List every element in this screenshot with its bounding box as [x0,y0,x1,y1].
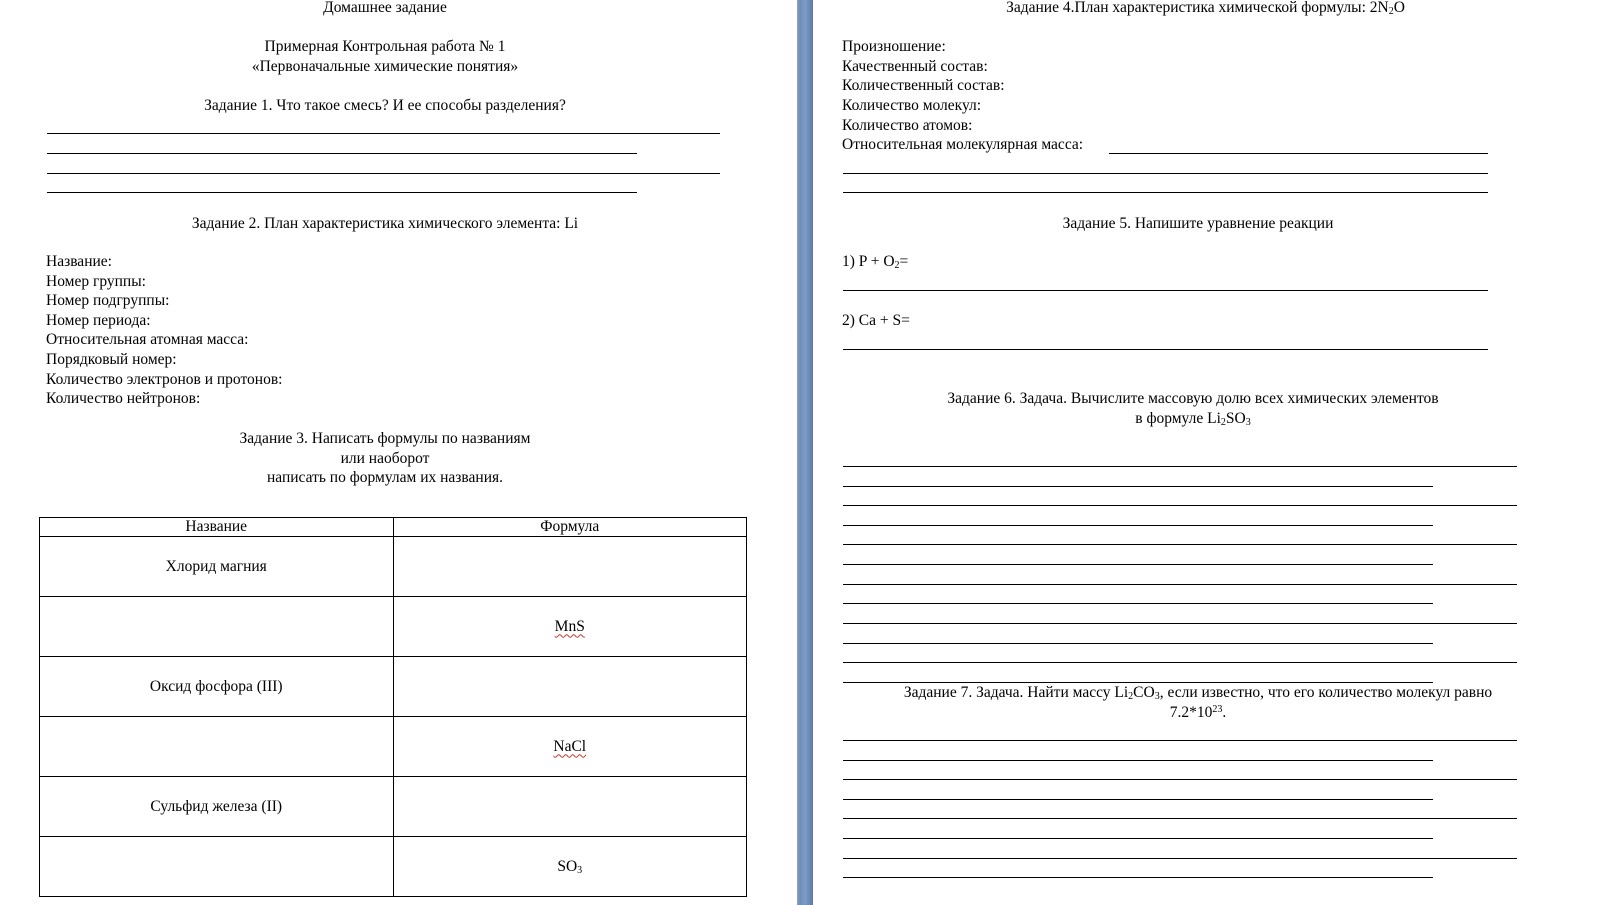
formula-text: NaCl [553,737,587,755]
task2-item: Номер периода: [46,312,151,329]
formula-cell [393,717,747,777]
task7-text-mid: CO [1133,684,1155,701]
subscript: 3 [1154,691,1160,702]
answer-line [843,466,1517,467]
answer-line [843,877,1433,878]
formula-cell [393,837,747,897]
table-row [40,837,747,897]
task4-item: Качественный состав: [842,58,988,75]
answer-line [47,173,720,174]
task6-heading-line1: Задание 6. Задача. Вычислите массовую долю всех химических элементов [947,390,1439,407]
test-title: Примерная Контрольная работа № 1 [264,38,506,55]
answer-line [843,858,1517,859]
task7-heading-line1 [813,683,1583,703]
answer-line [843,544,1517,545]
answer-line [843,564,1433,565]
answer-line [843,349,1488,350]
formula-subscript: 3 [577,864,583,876]
formula-cell [393,777,747,837]
answer-line [843,290,1488,291]
test-topic: «Первоначальные химические понятия» [251,58,519,75]
task4-heading [813,0,1598,18]
formula-table [39,517,747,897]
name-cell [40,717,394,777]
answer-line [843,623,1517,624]
answer-line [843,525,1433,526]
answer-line [843,603,1433,604]
task4-text: Задание 4.План характеристика химической формулы: 2N [1006,0,1389,16]
subscript: 2 [1220,417,1226,428]
table-row [40,537,747,597]
column-header-formula: Формула [393,518,747,537]
task7-heading-line2 [813,703,1583,723]
task2-item: Порядковый номер: [46,351,177,368]
task3-heading-line3: написать по формулам их названия. [266,469,504,486]
subscript: 3 [1245,417,1251,428]
equation-1 [842,252,908,272]
task2-item: Номер группы: [46,273,146,290]
answer-line [47,192,637,193]
task4-item: Количественный состав: [842,77,1005,94]
formula-cell [393,597,747,657]
task7-number-end: . [1222,704,1227,721]
formula-cell [393,537,747,597]
name-cell: Сульфид железа (II) [40,777,394,837]
equation-text-end: = [899,253,909,270]
task2-item: Относительная атомная масса: [46,331,249,348]
formula-text: MnS [554,617,585,635]
table-row [40,597,747,657]
answer-line [47,133,720,134]
task2-item: Название: [46,253,112,270]
column-header-name: Название [40,518,394,537]
task4-item: Произношение: [842,38,946,55]
answer-line [843,643,1433,644]
table-row [40,657,747,717]
task7-number: 7.2*10 [1169,704,1213,721]
answer-line [843,173,1488,174]
task4-item: Относительная молекулярная масса: [842,136,1084,153]
task5-heading: Задание 5. Напишите уравнение реакции [1062,215,1334,232]
homework-title: Домашнее задание [323,0,447,16]
task6-text: в формуле Li [1135,410,1221,427]
formula-text: SO [557,857,578,875]
answer-line [843,838,1433,839]
answer-line [47,153,637,154]
answer-line [1109,153,1488,154]
left-page [0,0,797,905]
subscript: 2 [1388,6,1394,17]
task3-heading-line2: или наоборот [340,450,430,467]
task2-heading: Задание 2. План характеристика химического элемента: Li [191,215,579,232]
superscript: 23 [1212,704,1223,715]
table-row [40,777,747,837]
page-gutter [797,0,813,905]
equation-text: 1) P + O [842,253,895,270]
task1-heading: Задание 1. Что такое смесь? И ее способы разделения? [204,97,566,114]
task4-item: Количество молекул: [842,97,982,114]
task6-text-mid: SO [1225,410,1246,427]
task3-heading-line1: Задание 3. Написать формулы по названиям [239,430,531,447]
answer-line [843,779,1517,780]
subscript: 2 [1128,691,1134,702]
answer-line [843,192,1488,193]
task2-item: Количество нейтронов: [46,390,201,407]
name-cell: Хлорид магния [40,537,394,597]
task7-text-end: , если известно, что его количество молекул равно [1159,684,1493,701]
right-page [813,0,1598,905]
name-cell [40,837,394,897]
answer-line [843,584,1517,585]
answer-line [843,740,1517,741]
task4-item: Количество атомов: [842,117,973,134]
name-cell [40,597,394,657]
formula-cell [393,657,747,717]
answer-line [843,760,1433,761]
answer-line [843,662,1517,663]
table-row [40,717,747,777]
task7-text: Задание 7. Задача. Найти массу Li [903,684,1129,701]
task4-text-end: O [1393,0,1405,16]
task2-item: Номер подгруппы: [46,292,170,309]
table-header-row [40,518,747,537]
answer-line [843,818,1517,819]
name-cell: Оксид фосфора (III) [40,657,394,717]
answer-line [843,799,1433,800]
task2-item: Количество электронов и протонов: [46,371,283,388]
task6-heading-line2 [813,409,1573,429]
answer-line [843,505,1517,506]
answer-line [843,486,1433,487]
equation-2: 2) Ca + S= [842,312,910,329]
subscript: 2 [894,260,900,271]
